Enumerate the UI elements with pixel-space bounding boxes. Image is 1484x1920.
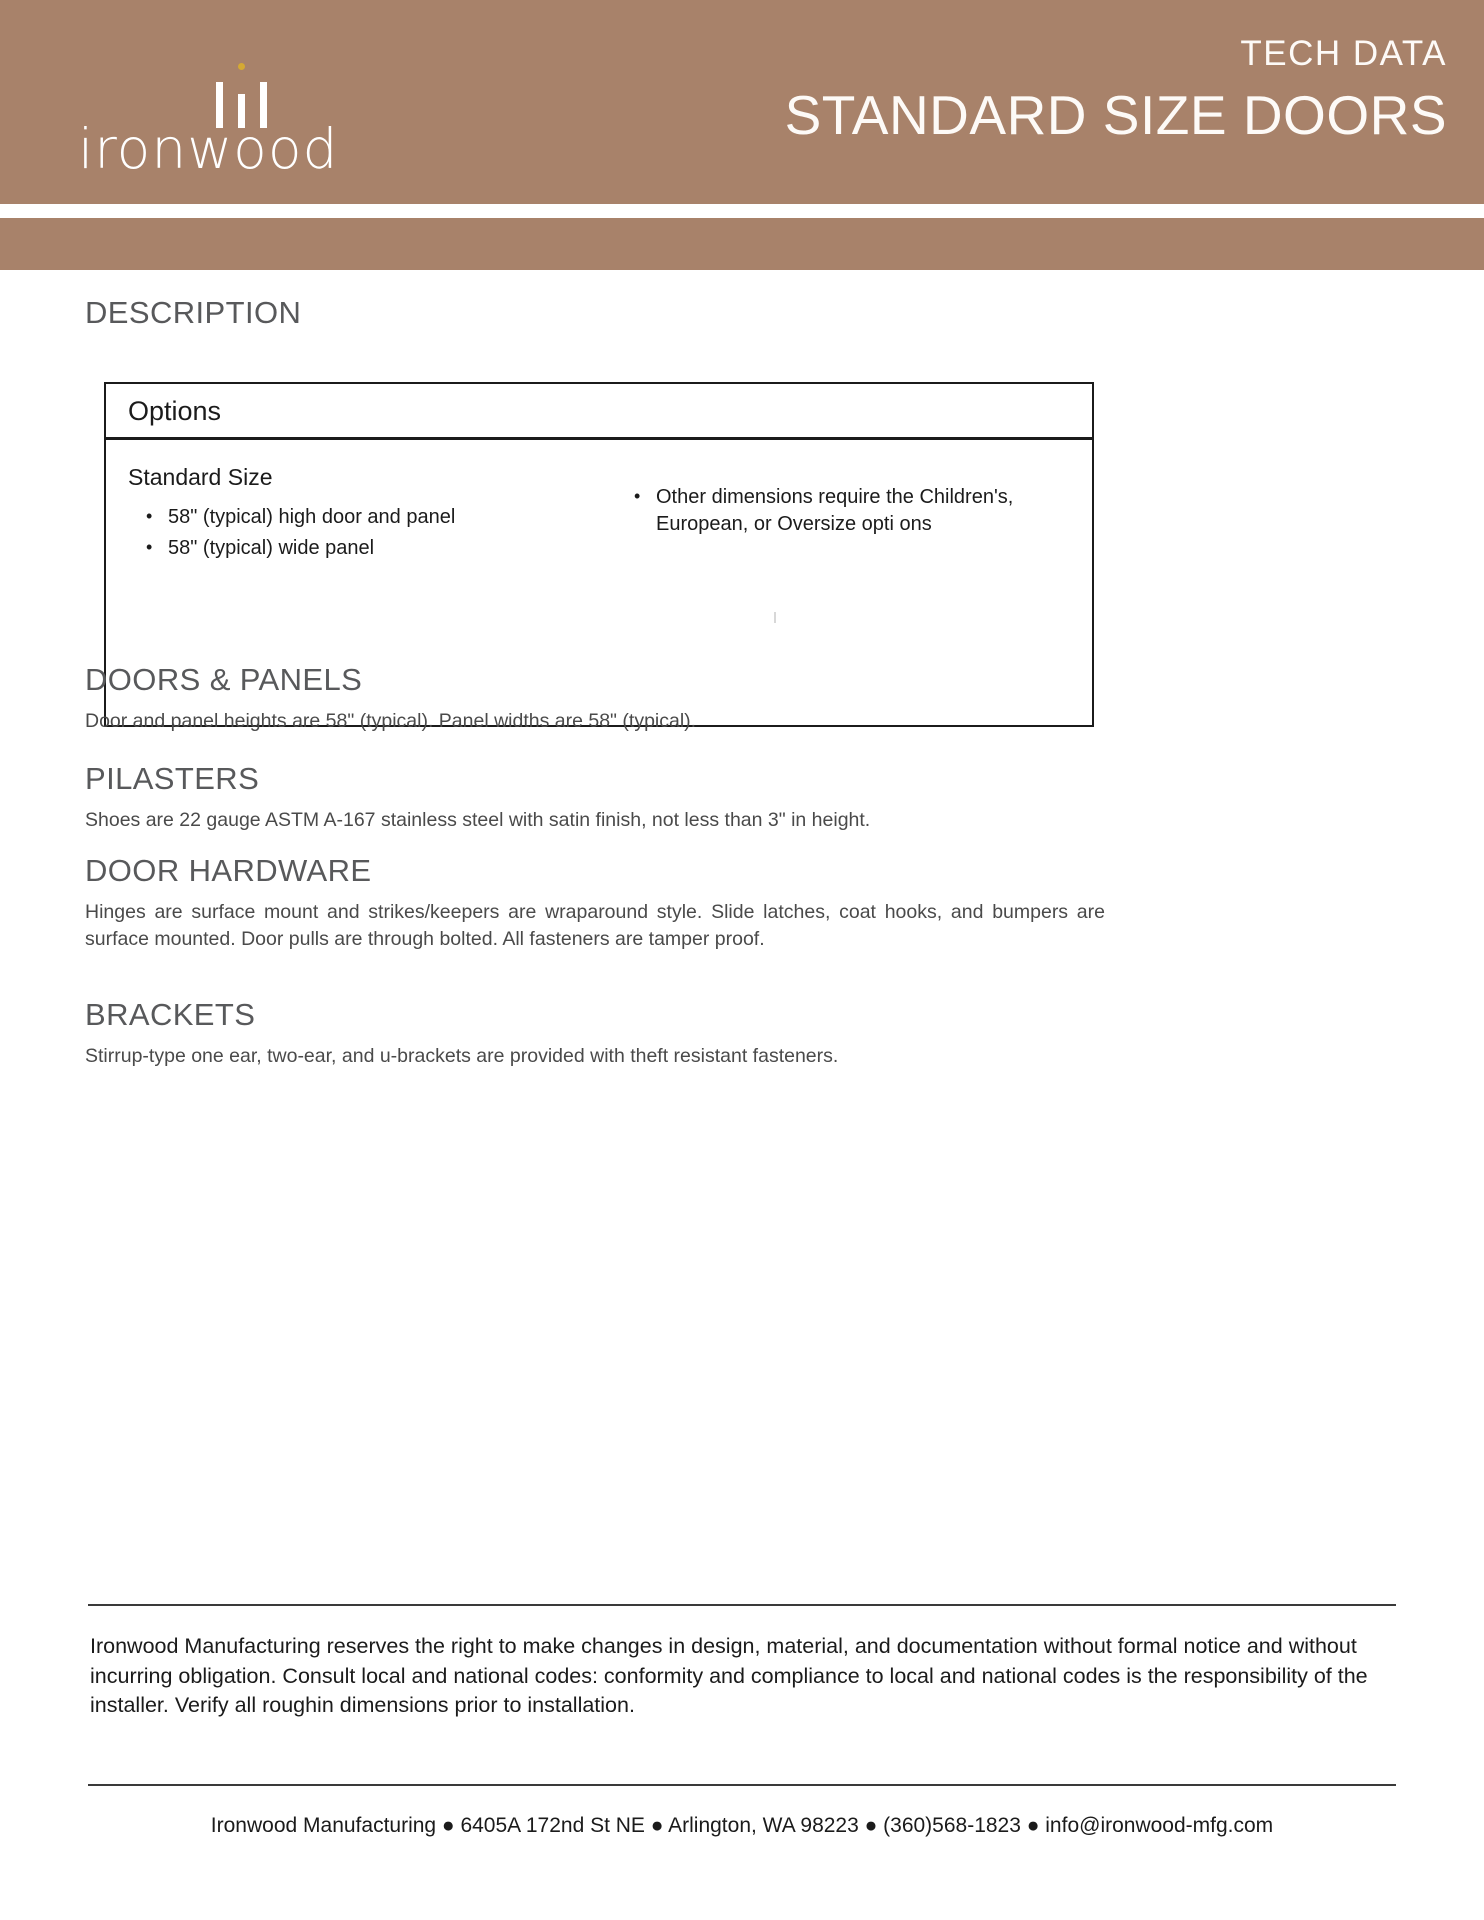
section-door-hardware [85, 853, 1105, 953]
section-heading: BRACKETS [85, 997, 256, 1032]
section-brackets [85, 997, 1105, 1070]
footer-divider-bottom [88, 1784, 1396, 1786]
section-doors-and-panels [85, 662, 1105, 735]
list-item: • 58" (typical) high door and panel [128, 504, 598, 531]
standard-size-list [128, 504, 598, 562]
section-body-text: Door and panel heights are 58" (typical). Panel widths are 58" (typical). [85, 710, 697, 732]
list-item: • 58" (typical) wide panel [128, 535, 598, 562]
options-table-header [106, 384, 1092, 440]
section-pilasters [85, 761, 1105, 834]
section-body-text: Shoes are 22 gauge ASTM A-167 stainless steel with satin finish, not less than 3" in height. [85, 809, 871, 831]
section-heading: DOORS & PANELS [85, 662, 363, 697]
logo-gold-dot-icon [238, 63, 245, 70]
header-white-stripe [0, 204, 1484, 218]
options-header-label: Options [128, 395, 222, 426]
section-heading: PILASTERS [85, 761, 260, 796]
other-dimensions-list [616, 484, 1086, 538]
header-title-group [785, 34, 1447, 148]
description-heading: DESCRIPTION [85, 295, 302, 330]
section-body-text: Stirrup-type one ear, two-ear, and u-brackets are provided with theft resistant fasteners. [85, 1045, 839, 1067]
header-secondary-band [0, 218, 1484, 270]
legal-disclaimer: Ironwood Manufacturing reserves the right to make changes in design, material, and documentation without formal notice and without incurring obligation. Consult local and national codes: conformity and compliance to local and national codes is the responsibility of the installer. Verify all roughin dimensions prior to installation. [90, 1634, 1368, 1717]
stray-artifact-mark [774, 612, 776, 623]
footer-divider-top [88, 1604, 1396, 1606]
ironwood-logo [78, 48, 388, 181]
standard-size-label: Standard Size [128, 464, 273, 490]
section-body-text: Hinges are surface mount and strikes/keepers are wraparound style. Slide latches, coat hooks, and bumpers are surface mounted. Door pulls are through bolted. All fasteners are tamper proof. [85, 901, 1105, 950]
list-item: • Other dimensions require the Children's, European, or Oversize opti ons [616, 484, 1086, 538]
contact-line: Ironwood Manufacturing ● 6405A 172nd St NE ● Arlington, WA 98223 ● (360)568-1823 ● info@ironwood-mfg.com [210, 1814, 1274, 1837]
page-title: STANDARD SIZE DOORS [784, 84, 1447, 146]
section-heading: DOOR HARDWARE [85, 853, 372, 888]
tech-data-eyebrow: TECH DATA [1240, 34, 1447, 73]
logo-wordmark: ironwood [78, 117, 339, 181]
